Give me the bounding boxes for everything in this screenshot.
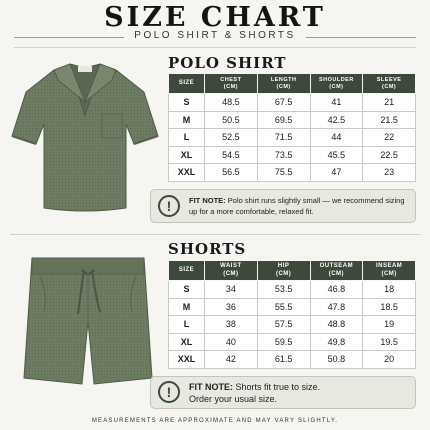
table-cell: M xyxy=(169,111,205,129)
shorts-col-hip: HIP (CM) xyxy=(257,261,310,281)
table-cell: 50.8 xyxy=(310,351,363,369)
table-row xyxy=(169,281,416,299)
table-cell: 42 xyxy=(205,351,258,369)
table-cell: 38 xyxy=(205,316,258,334)
table-row xyxy=(169,146,416,164)
table-cell: 36 xyxy=(205,298,258,316)
table-cell: 42.5 xyxy=(310,111,363,129)
table-row xyxy=(169,316,416,334)
table-cell: 21 xyxy=(363,94,416,112)
table-row xyxy=(169,94,416,112)
page-title: SIZE CHART xyxy=(104,2,326,33)
table-cell: 73.5 xyxy=(257,146,310,164)
table-cell: 50.5 xyxy=(205,111,258,129)
shorts-col-outseam: OUTSEAM (CM) xyxy=(310,261,363,281)
table-cell: 41 xyxy=(310,94,363,112)
fit-note-label: FIT NOTE: xyxy=(189,382,233,392)
table-cell: 22.5 xyxy=(363,146,416,164)
table-cell: 57.5 xyxy=(257,316,310,334)
shorts-col-size: SIZE xyxy=(169,261,205,281)
section-divider xyxy=(10,234,420,235)
footer-disclaimer: MEASUREMENTS ARE APPROXIMATE AND MAY VARY SLIGHTLY. xyxy=(91,418,339,424)
table-cell: 22 xyxy=(363,129,416,147)
table-cell: 69.5 xyxy=(257,111,310,129)
polo-section-title: POLO SHIRT xyxy=(168,54,287,72)
table-cell: S xyxy=(169,94,205,112)
table-cell: 61.5 xyxy=(257,351,310,369)
header-divider xyxy=(14,47,416,48)
table-cell: XL xyxy=(169,333,205,351)
table-row xyxy=(169,129,416,147)
polo-fit-note xyxy=(150,189,416,223)
table-cell: 48.8 xyxy=(310,316,363,334)
subtitle-row xyxy=(0,30,430,44)
polo-fit-note-text xyxy=(189,196,409,218)
table-cell: 52.5 xyxy=(205,129,258,147)
table-cell: 45.5 xyxy=(310,146,363,164)
table-row xyxy=(169,351,416,369)
table-cell: 71.5 xyxy=(257,129,310,147)
table-cell: 47 xyxy=(310,164,363,182)
table-cell: 23 xyxy=(363,164,416,182)
exclamation-icon: ! xyxy=(158,195,180,217)
subtitle-rule-right xyxy=(306,37,416,38)
shorts-col-waist: WAIST (CM) xyxy=(205,261,258,281)
fit-note-body-line2: Order your usual size. xyxy=(189,394,278,405)
table-cell: M xyxy=(169,298,205,316)
fit-note-label: FIT NOTE: xyxy=(189,196,226,205)
table-cell: 48.5 xyxy=(205,94,258,112)
table-cell: 55.5 xyxy=(257,298,310,316)
polo-col-sleeve: SLEEVE (CM) xyxy=(363,74,416,94)
table-cell: 67.5 xyxy=(257,94,310,112)
table-cell: 75.5 xyxy=(257,164,310,182)
shorts-size-table xyxy=(168,260,416,369)
table-row xyxy=(169,333,416,351)
table-cell: 18 xyxy=(363,281,416,299)
table-cell: 34 xyxy=(205,281,258,299)
shorts-fit-note xyxy=(150,376,416,409)
table-cell: L xyxy=(169,129,205,147)
table-cell: 19 xyxy=(363,316,416,334)
table-cell: 49.8 xyxy=(310,333,363,351)
polo-col-size: SIZE xyxy=(169,74,205,94)
table-row xyxy=(169,111,416,129)
table-cell: 20 xyxy=(363,351,416,369)
polo-col-length: LENGTH (CM) xyxy=(257,74,310,94)
table-cell: XXL xyxy=(169,351,205,369)
table-cell: 18.5 xyxy=(363,298,416,316)
table-cell: 46.8 xyxy=(310,281,363,299)
table-cell: XL xyxy=(169,146,205,164)
fit-note-body: Polo shirt runs slightly small — we recommend sizing up for a more comfortable, relaxed fit. xyxy=(189,196,405,216)
polo-table-header-row xyxy=(169,74,416,94)
exclamation-icon: ! xyxy=(158,381,180,403)
table-row xyxy=(169,164,416,182)
shorts-image xyxy=(22,250,154,390)
polo-col-shoulder: SHOULDER (CM) xyxy=(310,74,363,94)
shorts-section-title: SHORTS xyxy=(168,240,247,258)
table-cell: S xyxy=(169,281,205,299)
table-cell: 54.5 xyxy=(205,146,258,164)
shorts-fit-note-text xyxy=(189,381,409,405)
table-row xyxy=(169,298,416,316)
table-cell: 44 xyxy=(310,129,363,147)
table-cell: L xyxy=(169,316,205,334)
shorts-col-inseam: INSEAM (CM) xyxy=(363,261,416,281)
table-cell: 56.5 xyxy=(205,164,258,182)
fit-note-body: Shorts fit true to size. xyxy=(235,382,321,392)
polo-shirt-image xyxy=(10,58,160,216)
polo-col-chest: CHEST (CM) xyxy=(205,74,258,94)
table-cell: 59.5 xyxy=(257,333,310,351)
page-subtitle: POLO SHIRT & SHORTS xyxy=(134,30,296,41)
polo-size-table xyxy=(168,73,416,182)
table-cell: 47.8 xyxy=(310,298,363,316)
shorts-table-header-row xyxy=(169,261,416,281)
table-cell: 21.5 xyxy=(363,111,416,129)
table-cell: 53.5 xyxy=(257,281,310,299)
table-cell: 40 xyxy=(205,333,258,351)
table-cell: 19.5 xyxy=(363,333,416,351)
table-cell: XXL xyxy=(169,164,205,182)
